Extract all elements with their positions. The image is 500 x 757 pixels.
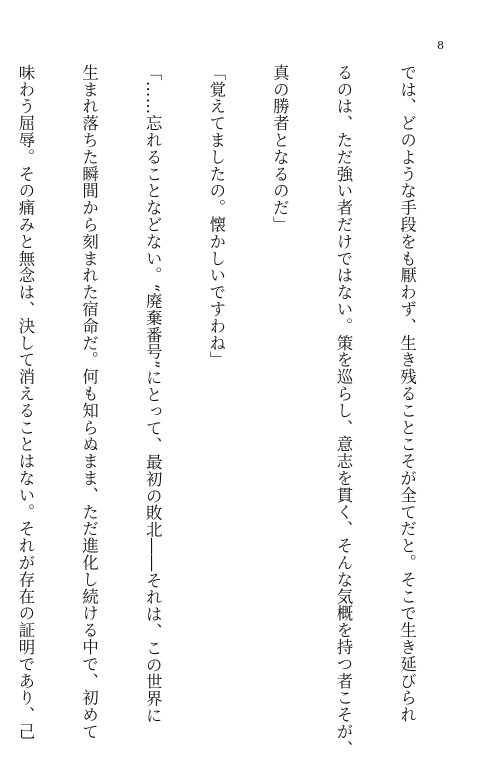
text-line: 「……忘れることなどない。“廃棄番号”にとって、最初の敗北――それは、この世界に <box>143 64 163 724</box>
text-line: では、どのような手段をも厭わず、生き残ることこそが全てだと。そこで生き延びられ <box>397 64 417 724</box>
text-line: るのは、ただ強い者だけではない。策を巡らし、意志を貫く、そんな気概を持つ者こそが、 <box>333 64 353 757</box>
text-line: 「覚えてましたの。懐かしいですわね」 <box>206 64 226 369</box>
text-line: 味わう屈辱。その痛みと無念は、決して消えることはない。それが存在の証明であり、己 <box>15 64 35 740</box>
page-number: 8 <box>437 39 444 52</box>
text-line: 真の勝者となるのだ」 <box>270 64 290 233</box>
body-text <box>15 64 460 757</box>
text-line: 生まれ落ちた瞬間から刻まれた宿命だ。何も知らぬまま、ただ進化し続ける中で、初めて <box>79 64 99 740</box>
